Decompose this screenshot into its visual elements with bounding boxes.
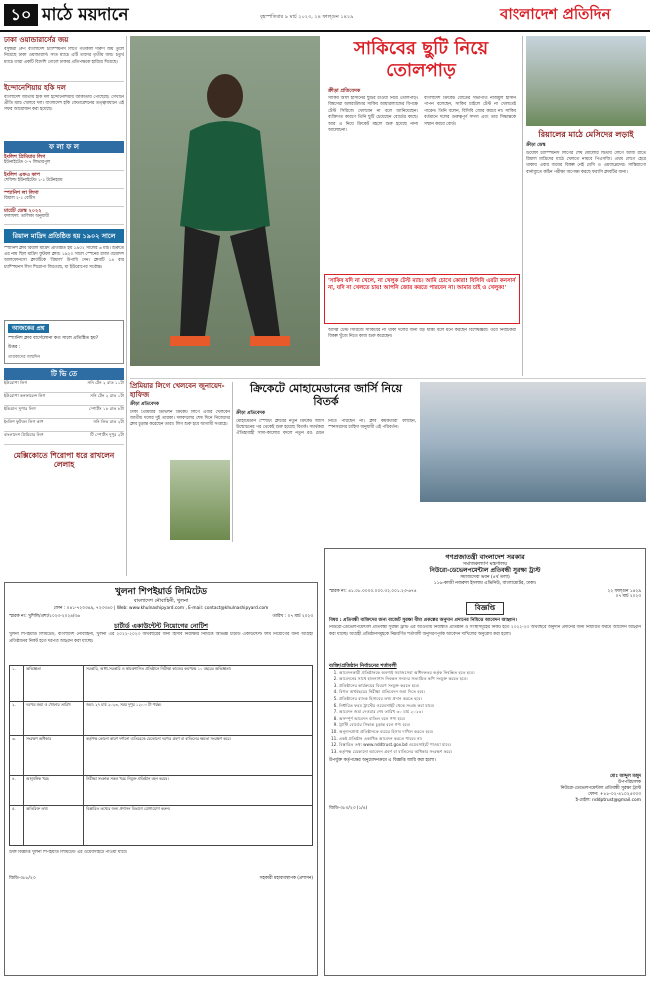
tv-row: [4, 432, 124, 445]
list-item: 9. ট্রাস্টি বোর্ডের সিদ্ধান্ত চূড়ান্ত বলে গণ্য হবে।: [339, 722, 641, 729]
dateline: বৃহস্পতিবার ৯ মার্চ ২০২৩, ২৪ ফাল্গুন ১৪২৯: [260, 14, 354, 20]
main-headline: সাকিবের ছুটি নিয়ে তোলপাড়: [353, 38, 489, 81]
list-item: 2. আবেদনের সাথে হালনাগাদ নিবন্ধন সনদের সত্যায়িত কপি সংযুক্ত করতে হবে।: [339, 676, 641, 683]
fixture-name: ইংলিশ প্রিমিয়ার লিগ: [4, 153, 46, 160]
indo-text: বাংলাদেশ জাতীয় হকি দল ইন্দোনেশিয়ায় জাকার্তায় পৌঁছেছে। সেখানে প্রীতি ম্যাচ খেলবে দল। বাংলাদেশ হকি ফেডারেশনের তত্ত্বাবধানে এই সফর আয়োজন করা হয়েছে।: [4, 94, 124, 113]
tv-channel: টি স্পোর্টস দুপুর ২টা: [90, 431, 124, 437]
tv-match: বাংলাদেশ প্রিমিয়ার লিগ: [4, 431, 44, 437]
tv-channel: সনি লিভ রাত ২টা: [93, 418, 124, 424]
shipyard-ad: [4, 582, 318, 976]
list-item: 10. অনুদানপ্রাপ্ত প্রতিষ্ঠানকে ব্যয়ের হিসাব দাখিল করতে হবে।: [339, 729, 641, 736]
mexico-title: মেক্সিকোতে শিরোপা ধরে রাখলেন লেলাহ: [13, 450, 115, 470]
shakib-photo: [130, 36, 320, 366]
masthead-logo: বাংলাদেশ প্রতিদিন: [500, 5, 611, 23]
page-header: [0, 0, 650, 32]
quiz-question: স্প্যানিশ ক্লাব বার্সেলোনা কত সালে প্রতিষ্ঠিত হয়?: [8, 336, 99, 342]
govt-notice-title: বিজ্ঞপ্তি: [466, 602, 504, 615]
tv-row: [4, 393, 124, 406]
main-body-b: বাংলাদেশ ক্রিকেট বোর্ডের সভাপতি নাজমুল হাসান পাপন বলেছেন, সাকিব চাইলে টেস্ট না খেলতেই পারেন। তিনি বলেন, বিসিবি জোর করবে না। সাকিব বর্তমানে দলের গুরুত্বপূর্ণ সদস্য এবং তার সিদ্ধান্তকে সম্মান করবে বোর্ড।: [424, 96, 516, 127]
page-number: ১০: [4, 4, 38, 26]
govt-body: নিউরো-ডেভেলপমেন্টাল প্রতিবন্ধী সুরক্ষা ট্রাস্ট এর আওতায় নিবন্ধিত প্রতিষ্ঠান ও সংস্থাসমূহের নিকট হতে ২০২২-২৩ অর্থবছরে অনুদান প্রদানের জন্য নির্ধারিত ফরমে আবেদন আহ্বান করা যাচ্ছে। আগ্রহী প্রতিষ্ঠানসমূহকে নিম্নবর্ণিত শর্তাবলী অনুসরণপূর্বক আবেদন দাখিলের অনুরোধ করা হলো।: [329, 625, 641, 637]
fixture-result: শেফিল্ড ইউনাইটেড ১-১ টটেনহ্যাম: [4, 177, 63, 183]
fixture-name: ইংলিশ এফএ কাপ: [4, 171, 40, 178]
list-item: 6. নির্ধারিত ফরম ট্রাস্টের ওয়েবসাইট থেকে সংগ্রহ করা যাবে।: [339, 703, 641, 710]
list-item: 12. বিস্তারিত তথ্য www.nddtrust.gov.bd ওয়েবসাইটে পাওয়া যাবে।: [339, 742, 641, 749]
tennis-photo: [170, 460, 230, 540]
govt-subject: বিষয় : প্রতিবন্ধী ব্যক্তিদের জন্য বাজেট সুরক্ষা বীমা প্রকল্পের অনুদান প্রদানের নিমিত্তে আবেদন আহ্বান।: [329, 617, 517, 623]
prem-text: ঢাকা প্রিমিয়ার ডিভিশন ক্রিকেট লিগে এবার খেলবেন জাতীয় দলের দুই তারকা। দলবদলের শেষ দিনে নিজেদের ক্লাব চূড়ান্ত করেছেন তারা। লিগ শুরু হবে আগামী সপ্তাহে।: [130, 409, 230, 428]
fixture-list: [4, 153, 124, 225]
shipyard-intro: খুলনা শিপইয়ার্ড লিমিটেড, বাংলাদেশ নৌবাহিনী, খুলনা এর ২০২২-২০২৩ অর্থবছরের জন্য হিসাব নিরীক্ষার নিমিত্তে অভিজ্ঞ চার্টার্ড একাউন্টেন্ট ফার্ম নিয়োগের জন্য আগ্রহী প্রতিষ্ঠানের নিকট হতে দরপত্র আহ্বান করা যাচ্ছে।: [9, 632, 313, 644]
fixture-item: [4, 171, 124, 189]
shipyard-code: জিডি-৩৮৮/২৩: [9, 876, 36, 882]
fixture-item: [4, 189, 124, 207]
govt-address: ১১৬-কাজী নজরুল ইসলাম এভিনিউ, বাংলামোটর, ঢাকা।: [433, 580, 537, 586]
main-story: [130, 36, 520, 376]
fixture-item: [4, 153, 124, 171]
real-photo: [526, 36, 646, 126]
main-quote: 'সাকিব যদি না খেলে, না খেলুক টেস্ট ম্যাচ। আমি চোখে কোরা! বিসিবি এরটা কনসার্ন না, যদি না খেলতে চায়! আপনি জোর করতে পারবেন না। আমার চাই ও খেলুক!': [324, 274, 520, 324]
tv-row: [4, 380, 124, 393]
shipyard-contact: ফোন : ০৪১-৭২৩৩৪৯, ৭২৩৩৪০ | Web: www.khulnashipyard.com , E-mail: contact@khulnashipyard.com: [53, 605, 269, 611]
madrid-text: স্প্যানিশ ক্লাব রিয়াল মাদ্রিদ প্রতিষ্ঠিত হয় ১৯০২ সালের ৬ মার্চ। শুরুতে এর নাম ছিল মাদ্রিদ ফুটবল ক্লাব। ১৯২০ সালে স্পেনের রাজা ত্রয়োদশ আলফোনসো ক্লাবটিকে 'রিয়াল' উপাধি দেন। ক্লাবটি ১৪ বার চ্যাম্পিয়নস লিগ শিরোপা জিতেছে, যা ইউরোপের সর্বোচ্চ।: [4, 245, 124, 270]
mohammedan-title: ক্রিকেটে মোহামেডানের জার্সি নিয়ে বিতর্ক: [249, 382, 402, 408]
tv-row: [4, 406, 124, 419]
shipyard-table: [9, 665, 313, 846]
govt-header: গণপ্রজাতন্ত্রী বাংলাদেশ সরকার: [445, 553, 525, 561]
main-body-a: সাকিব আল হাসানের ছুটির চাওয়া নিয়ে তোলপাড়। বিশ্বসেরা অলরাউন্ডার সাকিব আয়ারল্যান্ডের বিপক্ষে টেস্ট সিরিজে খেলবেন না বলে জানিয়েছেন। ব্যক্তিগত কারণে তিনি ছুটি চেয়েছেন বোর্ডের কাছে। আর এ নিয়ে ক্রিকেট মহলে শুরু হয়েছে নানা আলোচনা।: [328, 96, 418, 134]
table-row: ৩. সংরক্ষণ অধিকার কর্তৃপক্ষ কোনো কারণ দর্শানো ব্যতিরেকে যেকোনো দরপত্র গ্রহণ বা বাতিলের ক্ষমতা সংরক্ষণ করে।: [10, 736, 313, 776]
tv-schedule: [4, 380, 124, 445]
tv-channel: সনি টেন ২ রাত ১টা: [90, 392, 124, 398]
player-figure: [130, 36, 320, 366]
table-row: ২. দরপত্র জমা ও খোলার তারিখ জমা: ২৭ মার্চ ২০২৩, সময় দুপুর ১২:০০ টা পর্যন্ত।: [10, 702, 313, 736]
govt-date2: ০৭ মার্চ ২০২৩: [615, 594, 641, 600]
madrid-title: রিয়াল মাদ্রিদ প্রতিষ্ঠিত হয় ১৯০২ সালে: [4, 229, 124, 243]
real-title: রিয়ালের মাঠে মেসিদের লড়াই: [538, 130, 634, 139]
tv-match: ইউরোপা লিগ: [4, 379, 28, 385]
fixture-item: [4, 207, 124, 225]
shipyard-ref: স্মারক নং: খুশিলি/প্রশা/২০২৩-২০২৪/৩৬: [9, 613, 80, 619]
govt-sign-phone: ফোন: +৮৮-০২-৪১০২৫৩৩৩: [588, 791, 641, 797]
shipyard-sign: সহকারী মহাব্যবস্থাপক (প্রশাসন): [259, 876, 313, 882]
prem-title: প্রিমিয়ার লিগে খেলবেন জুনায়েদ-হাফিজ: [130, 382, 225, 399]
tv-channel: সনি টেন ২ রাত ১১টা: [87, 379, 124, 385]
fixture-result: ইউনাইটেড ০-৭ লিভারপুল: [4, 159, 51, 165]
govt-sign-name: মোঃ আব্দুল মজুদ: [609, 773, 641, 779]
quiz-note: তারকাদের জন্মদিন: [8, 354, 40, 360]
table-row: ৫. অতিরিক্ত তথ্য বিস্তারিত তথ্যের জন্য প্রশাসন বিভাগে যোগাযোগ করুন।: [10, 806, 313, 846]
main-reporter: ক্রীড়া প্রতিবেদক: [328, 88, 361, 94]
shipyard-title: খুলনা শিপইয়ার্ড লিমিটেড: [114, 587, 208, 597]
fixture-result: রিয়াল ২-১ বেটিস: [4, 195, 35, 201]
tv-channel: স্পোর্টস ১৮ রাত ৮টা: [88, 405, 124, 411]
left-column: [4, 36, 124, 576]
tv-match: ইউরোপা কনফারেন্স লিগ: [4, 392, 46, 398]
real-reporter: ক্রীড়া ডেস্ক: [526, 143, 546, 148]
section-title: মাঠে ময়দানে: [42, 5, 129, 25]
quiz-title: আজকের প্রশ্ন: [8, 324, 49, 334]
tv-match: ইন্ডিয়ান সুপার লিগ: [4, 405, 36, 411]
list-item: 3. প্রতিষ্ঠানের কার্যক্রমের বিবরণ সংযুক্ত করতে হবে।: [339, 683, 641, 690]
list-item: 1. আবেদনকারী প্রতিষ্ঠানকে অবশ্যই সমাজসেবা অধিদফতর কর্তৃক নিবন্ধিত হতে হবে।: [339, 670, 641, 677]
list-item: 4. বিগত অর্থবছরের নিরীক্ষা প্রতিবেদন জমা দিতে হবে।: [339, 689, 641, 696]
fixture-name: মার্চেট ডেস্ক ২০২২: [4, 207, 42, 214]
govt-building: সমাজসেবা ভবন (৪র্থ তলা): [460, 574, 510, 580]
tv-header: টি ভি তে: [4, 368, 124, 380]
table-row: ৪. আনুষঙ্গিক খরচ নিরীক্ষা সংক্রান্ত সকল খরচ নিযুক্ত প্রতিষ্ঠান বহন করবে।: [10, 776, 313, 806]
table-row: ১. অভিজ্ঞতা সরকারি, আধা-সরকারি ও স্বায়ত্তশাসিত প্রতিষ্ঠানে নিরীক্ষা কাজের কমপক্ষে ১০ বছরের অভিজ্ঞতা।: [10, 666, 313, 702]
list-item: 13. কর্তৃপক্ষ যেকোনো আবেদন গ্রহণ বা বাতিলের অধিকার সংরক্ষণ করে।: [339, 749, 641, 756]
real-story: [526, 36, 646, 376]
dhaka-title: ঢাকা ওয়ান্ডারার্সের জয়: [4, 36, 69, 44]
govt-code: জিডি-৩৮০/২৩ (১/৪): [329, 805, 368, 811]
quiz-answer-label: উত্তর :: [8, 344, 21, 350]
govt-trust: নিউরো-ডেভেলপমেন্টাল প্রতিবন্ধী সুরক্ষা ট্রাস্ট: [429, 567, 541, 575]
main-body-c: আসন্ন টেস্ট সিরিজে সাকিবের না থাকা দলের জন্য বড় ধাক্কা বলে মনে করছেন বিশেষজ্ঞরা। তবে নির্বাচকরা বিকল্প খুঁজে নিতে কাজ শুরু করেছেন।: [328, 328, 516, 340]
mohammedan-story: [236, 382, 416, 542]
moh-text: মোহামেডান স্পোর্টিং ক্লাবের নতুন ক্রিকেট জার্সি উন্মোচনের পর থেকেই শুরু হয়েছে বিতর্ক। সমর্থকরা ঐতিহ্যবাহী সাদা-কালোর বদলে নতুন রঙ মেনে নিতে পারছেন না। ক্লাব কর্মকর্তারা বলছেন, স্পনসরদের চাহিদা অনুযায়ী এই পরিবর্তন।: [236, 418, 416, 437]
prem-reporter: ক্রীড়া প্রতিবেদক: [130, 402, 159, 407]
quiz-box: [4, 320, 124, 364]
header-divider: [0, 30, 650, 32]
jersey-photo: [420, 382, 646, 502]
govt-cond-title: ব্যক্তি/প্রতিষ্ঠান নির্বাচনের শর্তাবলী: [329, 663, 397, 670]
govt-sign-email: ই-মেইল: nddptrust@gmail.com: [575, 797, 641, 803]
govt-sign-title: উপপরিচালক: [617, 779, 641, 785]
govt-closing: উপর্যুক্ত কর্তৃপক্ষের অনুমোদনক্রমে এ বিজ্ঞপ্তি জারি করা হলো।: [329, 758, 436, 764]
list-item: 8. অসম্পূর্ণ আবেদন বাতিল বলে গণ্য হবে।: [339, 716, 641, 723]
indo-title: ইন্দোনেশিয়ায় হকি দল: [4, 83, 66, 92]
tv-match: ইংলিশ ফুটবল লিগ কাপ: [4, 418, 44, 424]
tv-row: [4, 419, 124, 432]
shipyard-notice-title: চার্টার্ড একাউন্টেন্ট নিয়োগের নোটিশ: [114, 622, 208, 631]
moh-reporter: ক্রীড়া প্রতিবেদক: [236, 411, 265, 416]
govt-sign-org: নিউরো-ডেভেলপমেন্টাল প্রতিবন্ধী সুরক্ষা ট্রাস্ট: [560, 785, 641, 791]
list-item: 11. একই প্রতিষ্ঠান একাধিক আবেদন করতে পারবে না।: [339, 736, 641, 743]
fixture-name: স্প্যানিশ লা লিগা: [4, 189, 39, 196]
list-item: 7. আবেদন জমা দেওয়ার শেষ তারিখ ৩০ মার্চ ২০২৩।: [339, 709, 641, 716]
fixture-result: ফলাফল: তালিকা অনুযায়ী: [4, 213, 50, 219]
govt-ad: [324, 548, 646, 976]
real-text: উয়েফা চ্যাম্পিয়নস লিগের শেষ ষোলোর দ্বিতীয় লেগে আজ রাতে রিয়াল মাদ্রিদের মাঠে খেলতে নামবে পিএসজি। প্রথম লেগে হেরে থাকায় এবার জয়ের বিকল্প নেই মেসি ও এমবাপ্পেদের। সান্তিয়াগো বার্নাব্যুতে কঠিন পরীক্ষা অপেক্ষা করছে ফরাসি ক্লাবটির জন্য।: [526, 150, 646, 175]
govt-ref: স্মারক নং: ৪১.০৮.০০০০.০০০.৩২.০০১.২৩-৬৭৪: [329, 589, 417, 595]
govt-date1: ২২ ফাল্গুন ১৪২৯: [607, 589, 641, 595]
fixture-header: ফ লা ফ ল: [4, 141, 124, 153]
shipyard-date: তারিখ : ০৭ মার্চ ২০২৩: [272, 613, 313, 619]
govt-cond-list: [329, 670, 641, 756]
govt-ministry: সমাজকল্যাণ মন্ত্রণালয়: [462, 561, 508, 568]
shipyard-sub: বাংলাদেশ নৌবাহিনী, খুলনা: [133, 598, 189, 605]
list-item: 5. প্রতিষ্ঠানের ব্যাংক হিসাবের তথ্য প্রদান করতে হবে।: [339, 696, 641, 703]
dhaka-text: বসুন্ধরা গ্রুপ বাংলাদেশ চ্যাম্পিয়নস লিগে গতকাল দারুণ জয় তুলে নিয়েছে ঢাকা ওয়ান্ডারার্স। সাত ম্যাচে এটি তাদের তৃতীয় জয়। চতুর্থ ম্যাচে তারা একটি বিদেশি গোলে ঢাকার প্রতিপক্ষকে হারিয়ে দিয়েছে।: [4, 46, 124, 65]
shipyard-footer-note: উক্ত বিজ্ঞপ্তি খুলনা শিপইয়ার্ড লিমিটেড এর ওয়েবসাইটে পাওয়া যাবে।: [9, 850, 128, 856]
